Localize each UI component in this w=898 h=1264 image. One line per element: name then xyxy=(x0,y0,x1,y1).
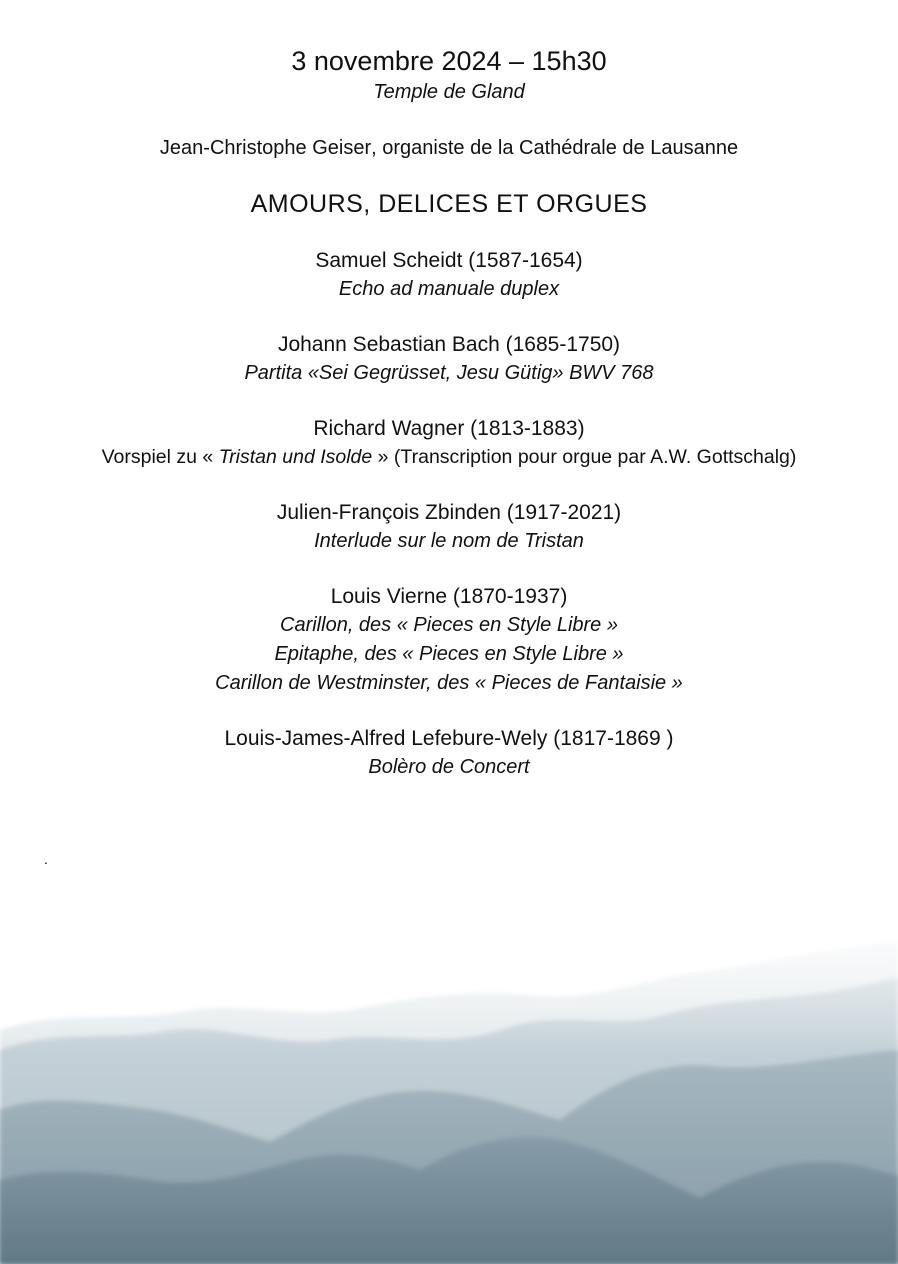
composer-name: Johann Sebastian Bach xyxy=(277,333,500,356)
composer-line xyxy=(0,582,898,611)
organist-line xyxy=(0,134,898,162)
program-item xyxy=(0,724,898,782)
composer-dates: (1685-1750) xyxy=(499,333,621,356)
work-title: Echo ad manuale duplex xyxy=(338,278,560,300)
composer-line xyxy=(0,724,898,753)
organist-name: Jean-Christophe Geiser xyxy=(159,137,372,159)
work-title-prefix: Vorspiel zu « xyxy=(101,446,219,468)
work-title xyxy=(0,443,898,472)
work-title: Bolèro de Concert xyxy=(368,756,530,778)
event-venue: Temple de Gland xyxy=(373,81,525,103)
composer-dates: (1817-1869 ) xyxy=(547,727,674,750)
composer-dates: (1813-1883) xyxy=(464,417,585,440)
program-item xyxy=(0,498,898,556)
work-title: Carillon de Westminster, des « Pieces de Fantaisie » xyxy=(215,672,683,694)
event-date: 3 novembre 2024 – 15h30 xyxy=(291,46,607,76)
composer-name: Samuel Scheidt ( xyxy=(315,249,476,272)
organist-role: , organiste de la Cathédrale de Lausanne xyxy=(371,137,739,159)
composer-name: Richard Wagner xyxy=(313,417,465,440)
work-title-suffix: » (Transcription pour orgue par A.W. Gottschalg) xyxy=(372,446,797,468)
program-item xyxy=(0,330,898,388)
program-item xyxy=(0,246,898,304)
composer-dates: 1587-1654) xyxy=(475,249,583,272)
work-title: Epitaphe, des « Pieces en Style Libre » xyxy=(274,643,624,665)
work-title: Partita «Sei Gegrüsset, Jesu Gütig» BWV 768 xyxy=(244,362,654,384)
program-text xyxy=(0,44,898,782)
composer-line xyxy=(0,414,898,443)
composer-line xyxy=(0,498,898,527)
program-item xyxy=(0,414,898,472)
composer-dates: (1917-2021) xyxy=(500,501,622,524)
work-title: Interlude sur le nom de Tristan xyxy=(314,530,584,552)
watercolor-mountains-illustration xyxy=(0,880,898,1264)
concert-title: AMOURS, DELICES ET ORGUES xyxy=(250,190,648,218)
composer-name: Julien-François Zbinden xyxy=(276,501,501,524)
composer-name: Louis-James-Alfred Lefebure-Wely xyxy=(224,727,548,750)
work-title: Carillon, des « Pieces en Style Libre » xyxy=(280,614,618,636)
stray-mark: . xyxy=(44,851,48,867)
work-title-italic: Tristan und Isolde xyxy=(218,446,373,468)
program-item xyxy=(0,582,898,698)
composer-dates: (1870-1937) xyxy=(447,585,568,608)
composer-name: Louis Vierne xyxy=(330,585,448,608)
composer-line xyxy=(0,330,898,359)
composer-line xyxy=(0,246,898,275)
